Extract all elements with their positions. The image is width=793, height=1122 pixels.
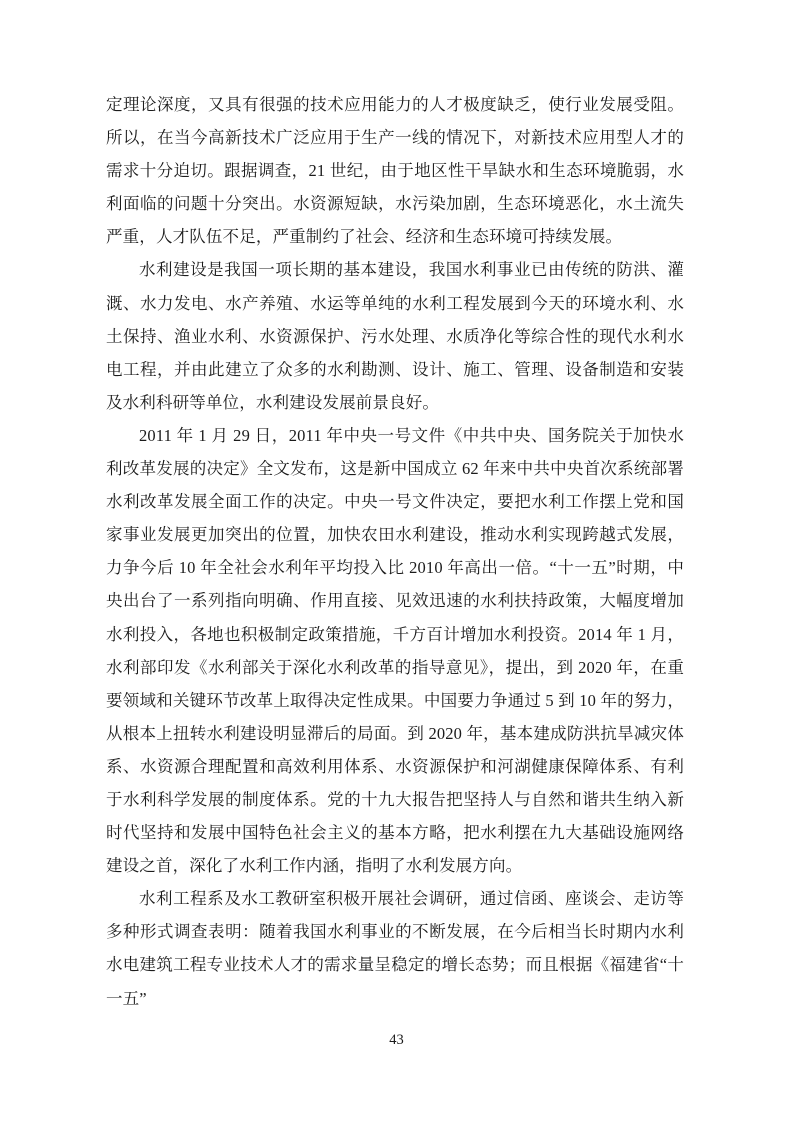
paragraph-central-document: 2011 年 1 月 29 日，2011 年中央一号文件《中共中央、国务院关于加快水利改革发展的决定》全文发布，这是新中国成立 62 年来中共中央首次系统部署水利改革发展全面工作的决定。中央一号文件决定，要把水利工作摆上党和国家事业发展更加突出的位置，加快农田水利建设，推动水利实现跨越式发展，力争今后 10 年全社会水利年平均投入比 2010 年高出一倍。“十一五”时期，中央出台了一系列指向明确、作用直接、见效迅速的水利扶持政策，大幅度增加水利投入，各地也积极制定政策措施，千方百计增加水利投资。2014 年 1 月，水利部印发《水利部关于深化水利改革的指导意见》，提出，到 2020 年，在重要领域和关键环节改革上取得决定性成果。中国要力争通过 5 到 10 年的努力，从根本上扭转水利建设明显滞后的局面。到 2020 年，基本建成防洪抗旱减灾体系、水资源合理配置和高效利用体系、水资源保护和河湖健康保障体系、有利于水利科学发展的制度体系。党的十九大报告把坚持人与自然和谐共生纳入新时代坚持和发展中国特色社会主义的基本方略，把水利摆在九大基础设施网络建设之首，深化了水利工作内涵，指明了水利发展方向。 xyxy=(106,425,684,876)
page-footer xyxy=(0,1031,793,1049)
paragraph-social-research: 水利工程系及水工教研室积极开展社会调研，通过信函、座谈会、走访等多种形式调查表明：随着我国水利事业的不断发展，在今后相当长时期内水利水电建筑工程专业技术人才的需求量呈稳定的增长态势；而且根据《福建省“十一五” xyxy=(106,889,684,1008)
page-body-text xyxy=(106,88,684,1015)
paragraph-water-construction: 水利建设是我国一项长期的基本建设，我国水利事业已由传统的防洪、灌溉、水力发电、水产养殖、水运等单纯的水利工程发展到今天的环境水利、水土保持、渔业水利、水资源保护、污水处理、水质净化等综合性的现代水利水电工程，并由此建立了众多的水利勘测、设计、施工、管理、设备制造和安装及水利科研等单位，水利建设发展前景良好。 xyxy=(106,260,684,412)
paragraph-continuation: 定理论深度，又具有很强的技术应用能力的人才极度缺乏，使行业发展受阻。所以，在当今高新技术广泛应用于生产一线的情况下，对新技术应用型人才的需求十分迫切。跟据调查，21 世纪，由于地区性干旱缺水和生态环境脆弱，水利面临的问题十分突出。水资源短缺，水污染加剧，生态环境恶化，水土流失严重，人才队伍不足，严重制约了社会、经济和生态环境可持续发展。 xyxy=(106,95,684,247)
page-number: 43 xyxy=(389,1032,404,1048)
